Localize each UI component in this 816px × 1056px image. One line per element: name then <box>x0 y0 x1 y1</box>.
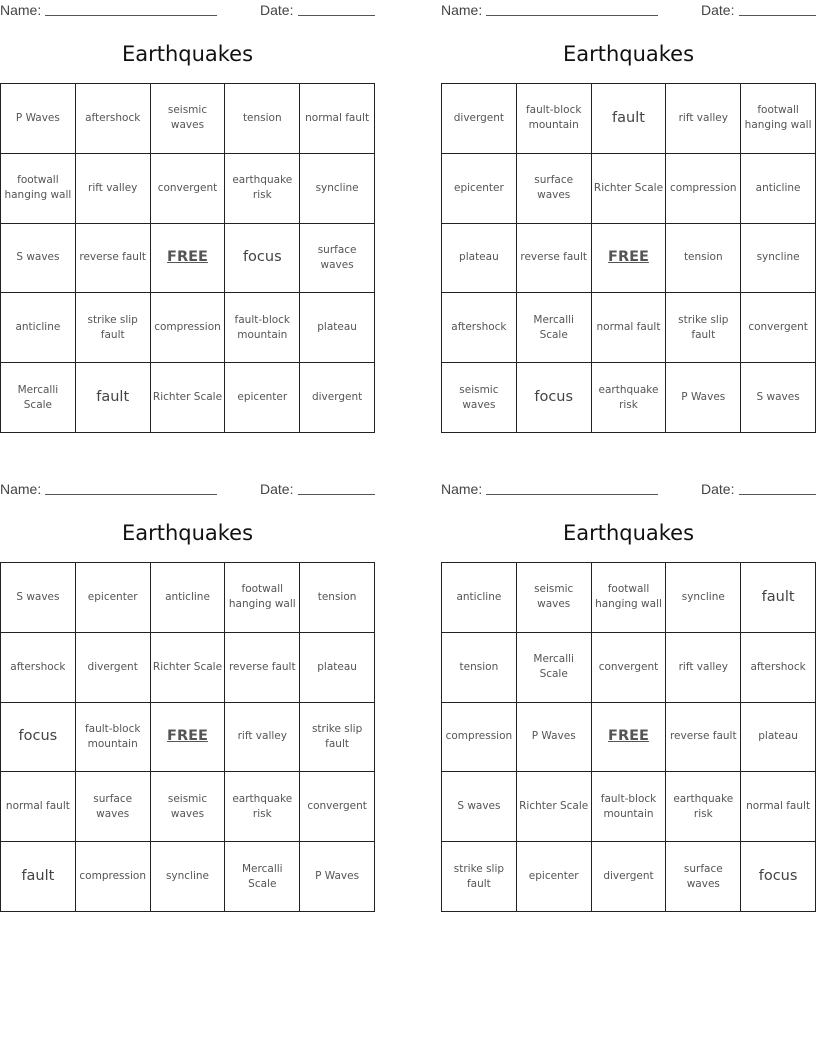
name-blank-line <box>45 15 217 16</box>
bingo-cell: Richter Scale <box>517 772 592 842</box>
bingo-cell: normal fault <box>741 772 816 842</box>
free-space: FREE <box>592 224 667 294</box>
bingo-cell: focus <box>1 703 76 773</box>
bingo-cell: strike slip fault <box>76 293 151 363</box>
card-title: Earthquakes <box>121 521 254 545</box>
date-label: Date: <box>701 2 735 18</box>
bingo-cell: epicenter <box>76 563 151 633</box>
bingo-cell: strike slip fault <box>442 842 517 912</box>
date-blank-line <box>739 15 816 16</box>
bingo-cell: S waves <box>1 563 76 633</box>
name-label: Name: <box>0 2 42 18</box>
bingo-cell: fault <box>592 84 667 154</box>
bingo-cell: tension <box>225 84 300 154</box>
bingo-card-2 <box>441 0 816 432</box>
bingo-cell: syncline <box>151 842 226 912</box>
bingo-cell: tension <box>300 563 375 633</box>
bingo-cell: seismic waves <box>151 772 226 842</box>
bingo-cell: convergent <box>300 772 375 842</box>
bingo-cell: anticline <box>1 293 76 363</box>
bingo-cell: anticline <box>442 563 517 633</box>
bingo-cell: syncline <box>666 563 741 633</box>
bingo-cell: seismic waves <box>517 563 592 633</box>
bingo-cell: earthquake risk <box>592 363 667 433</box>
bingo-cell: focus <box>741 842 816 912</box>
bingo-cell: rift valley <box>225 703 300 773</box>
bingo-cell: surface waves <box>517 154 592 224</box>
bingo-cell: convergent <box>741 293 816 363</box>
bingo-cell: compression <box>666 154 741 224</box>
bingo-card-4 <box>441 479 816 911</box>
bingo-cell: fault <box>1 842 76 912</box>
bingo-cell: normal fault <box>300 84 375 154</box>
bingo-cell: rift valley <box>666 84 741 154</box>
bingo-cell: divergent <box>300 363 375 433</box>
bingo-grid <box>441 562 816 912</box>
card-title: Earthquakes <box>562 42 695 66</box>
card-title: Earthquakes <box>121 42 254 66</box>
bingo-cell: Mercalli Scale <box>1 363 76 433</box>
bingo-cell: plateau <box>300 633 375 703</box>
bingo-cell: earthquake risk <box>666 772 741 842</box>
name-label: Name: <box>0 481 42 497</box>
bingo-cell: divergent <box>592 842 667 912</box>
bingo-cell: convergent <box>151 154 226 224</box>
bingo-cell: P Waves <box>300 842 375 912</box>
bingo-cell: fault-block mountain <box>592 772 667 842</box>
bingo-cell: surface waves <box>666 842 741 912</box>
bingo-cell: epicenter <box>442 154 517 224</box>
bingo-card-3 <box>0 479 375 911</box>
bingo-cell: syncline <box>741 224 816 294</box>
bingo-cell: surface waves <box>300 224 375 294</box>
bingo-cell: S waves <box>442 772 517 842</box>
bingo-cell: P Waves <box>666 363 741 433</box>
bingo-grid <box>441 83 816 433</box>
bingo-cell: S waves <box>1 224 76 294</box>
bingo-cell: aftershock <box>741 633 816 703</box>
bingo-cell: fault-block mountain <box>517 84 592 154</box>
name-date-header <box>0 481 375 499</box>
bingo-grid <box>0 83 375 433</box>
free-space: FREE <box>151 224 226 294</box>
bingo-cell: Mercalli Scale <box>517 293 592 363</box>
bingo-cell: seismic waves <box>442 363 517 433</box>
bingo-cell: earthquake risk <box>225 772 300 842</box>
name-blank-line <box>45 494 217 495</box>
bingo-cell: P Waves <box>517 703 592 773</box>
date-blank-line <box>298 494 375 495</box>
bingo-cell: anticline <box>741 154 816 224</box>
bingo-cell: compression <box>76 842 151 912</box>
bingo-cell: strike slip fault <box>300 703 375 773</box>
bingo-cell: syncline <box>300 154 375 224</box>
bingo-card-1 <box>0 0 375 432</box>
bingo-cell: tension <box>666 224 741 294</box>
bingo-cell: compression <box>151 293 226 363</box>
bingo-cell: divergent <box>442 84 517 154</box>
bingo-cell: fault-block mountain <box>76 703 151 773</box>
bingo-cell: P Waves <box>1 84 76 154</box>
bingo-cell: plateau <box>300 293 375 363</box>
date-blank-line <box>739 494 816 495</box>
name-blank-line <box>486 494 658 495</box>
bingo-cell: focus <box>517 363 592 433</box>
bingo-cell: footwall hanging wall <box>592 563 667 633</box>
bingo-cell: fault-block mountain <box>225 293 300 363</box>
bingo-cell: Mercalli Scale <box>225 842 300 912</box>
name-date-header <box>0 2 375 20</box>
bingo-cell: compression <box>442 703 517 773</box>
bingo-cell: reverse fault <box>517 224 592 294</box>
bingo-cell: S waves <box>741 363 816 433</box>
name-label: Name: <box>441 481 483 497</box>
bingo-cell: strike slip fault <box>666 293 741 363</box>
bingo-cell: convergent <box>592 633 667 703</box>
bingo-cell: rift valley <box>666 633 741 703</box>
bingo-cell: focus <box>225 224 300 294</box>
bingo-grid <box>0 562 375 912</box>
card-title: Earthquakes <box>562 521 695 545</box>
bingo-cell: footwall hanging wall <box>1 154 76 224</box>
bingo-cell: reverse fault <box>666 703 741 773</box>
name-label: Name: <box>441 2 483 18</box>
date-label: Date: <box>260 481 294 497</box>
bingo-cell: reverse fault <box>76 224 151 294</box>
name-date-header <box>441 2 816 20</box>
bingo-cell: Mercalli Scale <box>517 633 592 703</box>
name-date-header <box>441 481 816 499</box>
bingo-cell: fault <box>741 563 816 633</box>
bingo-cell: aftershock <box>442 293 517 363</box>
bingo-cell: aftershock <box>76 84 151 154</box>
bingo-cell: Richter Scale <box>151 633 226 703</box>
bingo-cell: plateau <box>442 224 517 294</box>
bingo-cell: reverse fault <box>225 633 300 703</box>
bingo-cell: surface waves <box>76 772 151 842</box>
bingo-cell: normal fault <box>1 772 76 842</box>
bingo-cell: plateau <box>741 703 816 773</box>
bingo-cell: aftershock <box>1 633 76 703</box>
free-space: FREE <box>151 703 226 773</box>
bingo-cell: earthquake risk <box>225 154 300 224</box>
date-blank-line <box>298 15 375 16</box>
date-label: Date: <box>260 2 294 18</box>
bingo-cell: anticline <box>151 563 226 633</box>
date-label: Date: <box>701 481 735 497</box>
bingo-cell: Richter Scale <box>151 363 226 433</box>
bingo-cell: divergent <box>76 633 151 703</box>
bingo-cell: epicenter <box>517 842 592 912</box>
free-space: FREE <box>592 703 667 773</box>
bingo-cell: seismic waves <box>151 84 226 154</box>
bingo-cell: tension <box>442 633 517 703</box>
bingo-cell: epicenter <box>225 363 300 433</box>
bingo-cell: footwall hanging wall <box>741 84 816 154</box>
bingo-cell: rift valley <box>76 154 151 224</box>
bingo-cell: footwall hanging wall <box>225 563 300 633</box>
name-blank-line <box>486 15 658 16</box>
bingo-cell: Richter Scale <box>592 154 667 224</box>
bingo-cell: fault <box>76 363 151 433</box>
bingo-cell: normal fault <box>592 293 667 363</box>
